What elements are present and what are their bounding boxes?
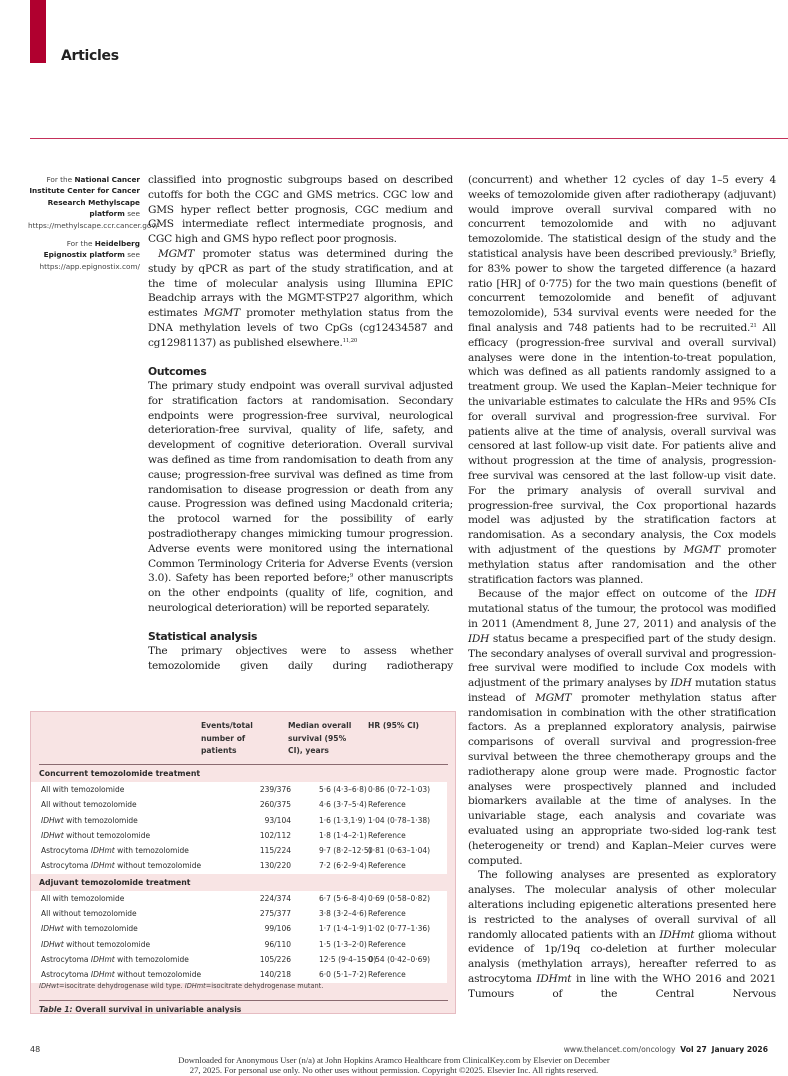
page-number: 48 [30,1045,41,1054]
median-cell: 9·7 (8·2–12·5) [319,846,372,856]
median-cell: 7·2 (6·2–9·4) [319,861,367,871]
hr-cell: 0·54 (0·42–0·69) [368,954,431,964]
column-header-hr: HR (95% CI) [368,721,420,730]
table-row [31,843,447,858]
hr-cell: 1·04 (0·78–1·38) [368,815,431,825]
row-label: Astrocytoma IDHmt without temozolomide [41,861,202,871]
left-text-column [148,173,453,674]
row-label: IDHwt without temozolomide [41,939,151,949]
row-label: IDHwt with temozolomide [41,815,138,825]
median-cell: 12·5 (9·4–15·0) [319,954,377,964]
median-cell: 1·6 (1·3,1·9) [319,815,366,825]
table-row [31,891,447,906]
events-cell: 93/104 [264,815,291,825]
events-cell: 260/375 [259,800,291,810]
row-label: All without temozolomide [41,909,137,919]
median-cell: 4·6 (3·7–5·4) [319,800,367,810]
hr-cell: Reference [368,830,406,840]
sidenote-methylscape[interactable]: For the National Cancer Institute Center for Cancer Research Methylscape platform see https://methylscape.ccr.cancer.gov/ [28,175,159,230]
outcomes-heading: Outcomes [148,364,207,378]
hr-cell: 0·86 (0·72–1·03) [368,785,431,794]
section-label: Articles [61,48,119,64]
paragraph: MGMT promoter status was determined during the study by qPCR as part of the study stratification, and at the time of molecular analysis using Illumina EPIC Beadchip arrays with the MGMT-STP27 algorithm, which estimates MGMT promoter methylation status from the DNA methylation levels of two CpGs (cg12434587 and cg12981137) as published elsewhere.$^{11,20}$ [148,247,453,349]
right-text-column [468,173,776,1002]
median-cell: 6·7 (5·6–8·4) [319,893,367,903]
table-row [31,813,447,828]
row-label: IDHwt without temozolomide [41,830,151,840]
hr-cell: Reference [368,861,406,871]
journal-url[interactable]: www.thelancet.com/oncology [563,1045,676,1054]
paragraph: The primary objectives were to assess whether temozolomide given daily during radiotherapy [148,645,453,673]
column-header-events: Events/total number of patients [201,721,253,755]
events-cell: 99/106 [264,924,291,934]
epignostix-link[interactable]: see https://app.epignostix.com/ [39,250,140,271]
table-row [31,921,447,936]
table-footnote: IDHwt=isocitrate dehydrogenase wild type. IDHmt=isocitrate dehydrogenase mutant. [39,982,324,990]
table-row [31,797,447,812]
events-cell: 102/112 [259,830,291,840]
table-group-rows [31,782,447,874]
reference-superscript[interactable]: 21 [750,322,757,329]
events-cell: 130/220 [259,861,291,871]
events-cell: 275/377 [259,909,291,919]
paragraph: The following analyses are presented as exploratory analyses. The molecular analysis of other molecular alterations including epigenetic alterations presented here is restricted to the analyses of overall survival of all randomly allocated patients with an IDHmt glioma without evidence of 1p/19q co-deletion at further molecular analysis (methylation arrays), hereafter referred to as astrocytoma IDHmt in line with the WHO 2016 and 2021 Tumours of the Central Nervous [468,869,776,1000]
hr-cell: 1·02 (0·77–1·36) [368,924,431,934]
median-cell: 1·8 (1·4–2·1) [319,830,367,840]
events-cell: 96/110 [264,939,291,949]
median-cell: 5·6 (4·3–6·8) [319,785,367,794]
table-row [31,906,447,921]
hr-cell: Reference [368,800,406,810]
hr-cell: 0·81 (0·63–1·04) [368,846,431,856]
hr-cell: Reference [368,939,406,949]
events-cell: 105/226 [259,954,291,964]
median-cell: 1·7 (1·4–1·9) [319,924,367,934]
table-row [31,952,447,967]
table-row [31,828,447,843]
median-cell: 3·8 (3·2–4·6) [319,909,367,919]
row-label: Astrocytoma IDHmt with temozolomide [41,954,189,964]
reference-superscript[interactable]: 11,20 [342,337,358,344]
table-group-rows [31,891,447,983]
header-rule [30,138,788,139]
paragraph: Because of the major effect on outcome of the IDH mutational status of the tumour, the protocol was modified in 2011 (Amendment 8, June 27, 2011) and analysis of the IDH status became a prespecified part of the study design. The secondary analyses of overall survival and progression-free survival were modified to include Cox models with adjustment of the primary analyses by IDH mutation status instead of MGMT promoter methylation status after randomisation in combination with the other stratification factors. As a preplanned exploratory analysis, pairwise comparisons of overall survival and progression-free survival between the three chemotherapy groups and the radiotherapy alone group were made. Prognostic factor analyses were prospectively planned and included biomarkers available at the time of analyses. In the univariable stage, each analysis and covariate was evaluated using an appropriate two-sided log-rank test (heterogeneity or trend) and Kaplan–Meier curves were computed. [468,588,776,867]
table-caption: Table 1: Overall survival in univariable analysis [39,1005,242,1014]
section-accent-bar [30,0,46,63]
paragraph: (concurrent) and whether 12 cycles of day 1–5 every 4 weeks of temozolomide given after radiotherapy (adjuvant) would improve overall survival compared with no concurrent temozolomide and with no adjuvant temozolomide. The statistical design of the study and the statistical analysis have been described previously.$^9$ Briefly, for 83% power to show the targeted difference (a hazard ratio [HR] of 0·775) for the two main questions (benefit of concurrent temozolomide and benefit of adjuvant temozolomide), 534 survival events were needed for the final analysis and 748 patients had to be recruited.$^{21}$ All efficacy (progression-free survival and overall survival) analyses were done in the intention-to-treat population, which was defined as all patients randomly assigned to a treatment group. We used the Kaplan–Meier technique for the univariable estimates to calculate the HRs and 95% CIs for overall survival and progression-free survival. For patients alive at the time of analysis, overall survival was censored at last follow-up visit date. For patients alive and without progression at the time of analysis, progression-free survival was censored at the last follow-up visit date. For the primary analysis of overall survival and progression-free survival, the Cox proportional hazards model was adjusted by the stratification factors at randomisation. As a secondary analysis, the Cox models with adjustment of the questions by MGMT promoter methylation status after randomisation and the other stratification factors was planned. [468,174,776,586]
table-body [31,765,455,983]
table-1 [30,711,456,1014]
methylscape-link[interactable]: see https://methylscape.ccr.cancer.gov/ [28,209,159,230]
events-cell: 239/376 [259,785,291,794]
journal-info: www.thelancet.com/oncology Vol 27 January 2026 [563,1045,768,1054]
row-label: All with temozolomide [41,893,125,903]
hr-cell: Reference [368,970,406,980]
events-cell: 224/374 [259,893,291,903]
download-notice: Downloaded for Anonymous User (n/a) at John Hopkins Aramco Healthcare from ClinicalKey.com by Elsevier on December 27, 2025. For personal use only. No other uses without permission. Copyright ©2025. Elsevier Inc. All rights reserved. [178,1055,610,1075]
hr-cell: 0·69 (0·58–0·82) [368,893,431,903]
median-cell: 1·5 (1·3–2·0) [319,939,367,949]
table-group-heading: Adjuvant temozolomide treatment [39,877,191,887]
paragraph: The primary study endpoint was overall survival adjusted for stratification factors at randomisation. Secondary endpoints were progression-free survival, neurological deterioration-free survival, quality of life, safety, and development of cognitive deterioration. Overall survival was defined as time from randomisation to death from any cause; progression-free survival was defined as time from randomisation to disease progression or death from any cause. Progression was defined using Macdonald criteria; the protocol warned for the possibility of early postradiotherapy changes mimicking tumour progression. Adverse events were monitored using the international Common Terminology Criteria for Adverse Events (version 3.0). Safety has been reported before;$^9$ other manuscripts on the other endpoints (quality of life, cognition, and neurological deterioration) will be reported separately. [148,380,453,615]
reference-superscript[interactable]: 9 [349,573,354,580]
row-label: IDHwt with temozolomide [41,924,138,934]
events-cell: 115/224 [259,846,291,856]
table-row [31,858,447,873]
reference-superscript[interactable]: 9 [733,248,737,255]
table-header [31,720,455,762]
hr-cell: Reference [368,909,406,919]
column-header-median: Median overall survival (95% CI), years [288,721,352,755]
row-label: Astrocytoma IDHmt with temozolomide [41,846,189,856]
events-cell: 140/218 [259,970,291,980]
statistical-analysis-heading: Statistical analysis [148,629,258,643]
row-label: Astrocytoma IDHmt without temozolomide [41,970,202,980]
row-label: All without temozolomide [41,800,137,810]
sidenote-epignostix[interactable]: For the Heidelberg Epignostix platform see https://app.epignostix.com/ [39,239,140,271]
median-cell: 6·0 (5·1–7·2) [319,970,367,980]
table-footer-rule [39,1000,448,1001]
table-row [31,937,447,952]
table-row [31,782,447,797]
paragraph: classified into prognostic subgroups based on described cutoffs for both the CGC and GMS metrics. CGC low and GMS hyper reflect better prognosis, CGC medium and GMS intermediate reflect intermediate prognosis, and CGC high and GMS hypo reflect poor prognosis. [148,174,453,246]
row-label: All with temozolomide [41,785,125,794]
table-group-heading: Concurrent temozolomide treatment [39,769,201,778]
table-row [31,967,447,982]
